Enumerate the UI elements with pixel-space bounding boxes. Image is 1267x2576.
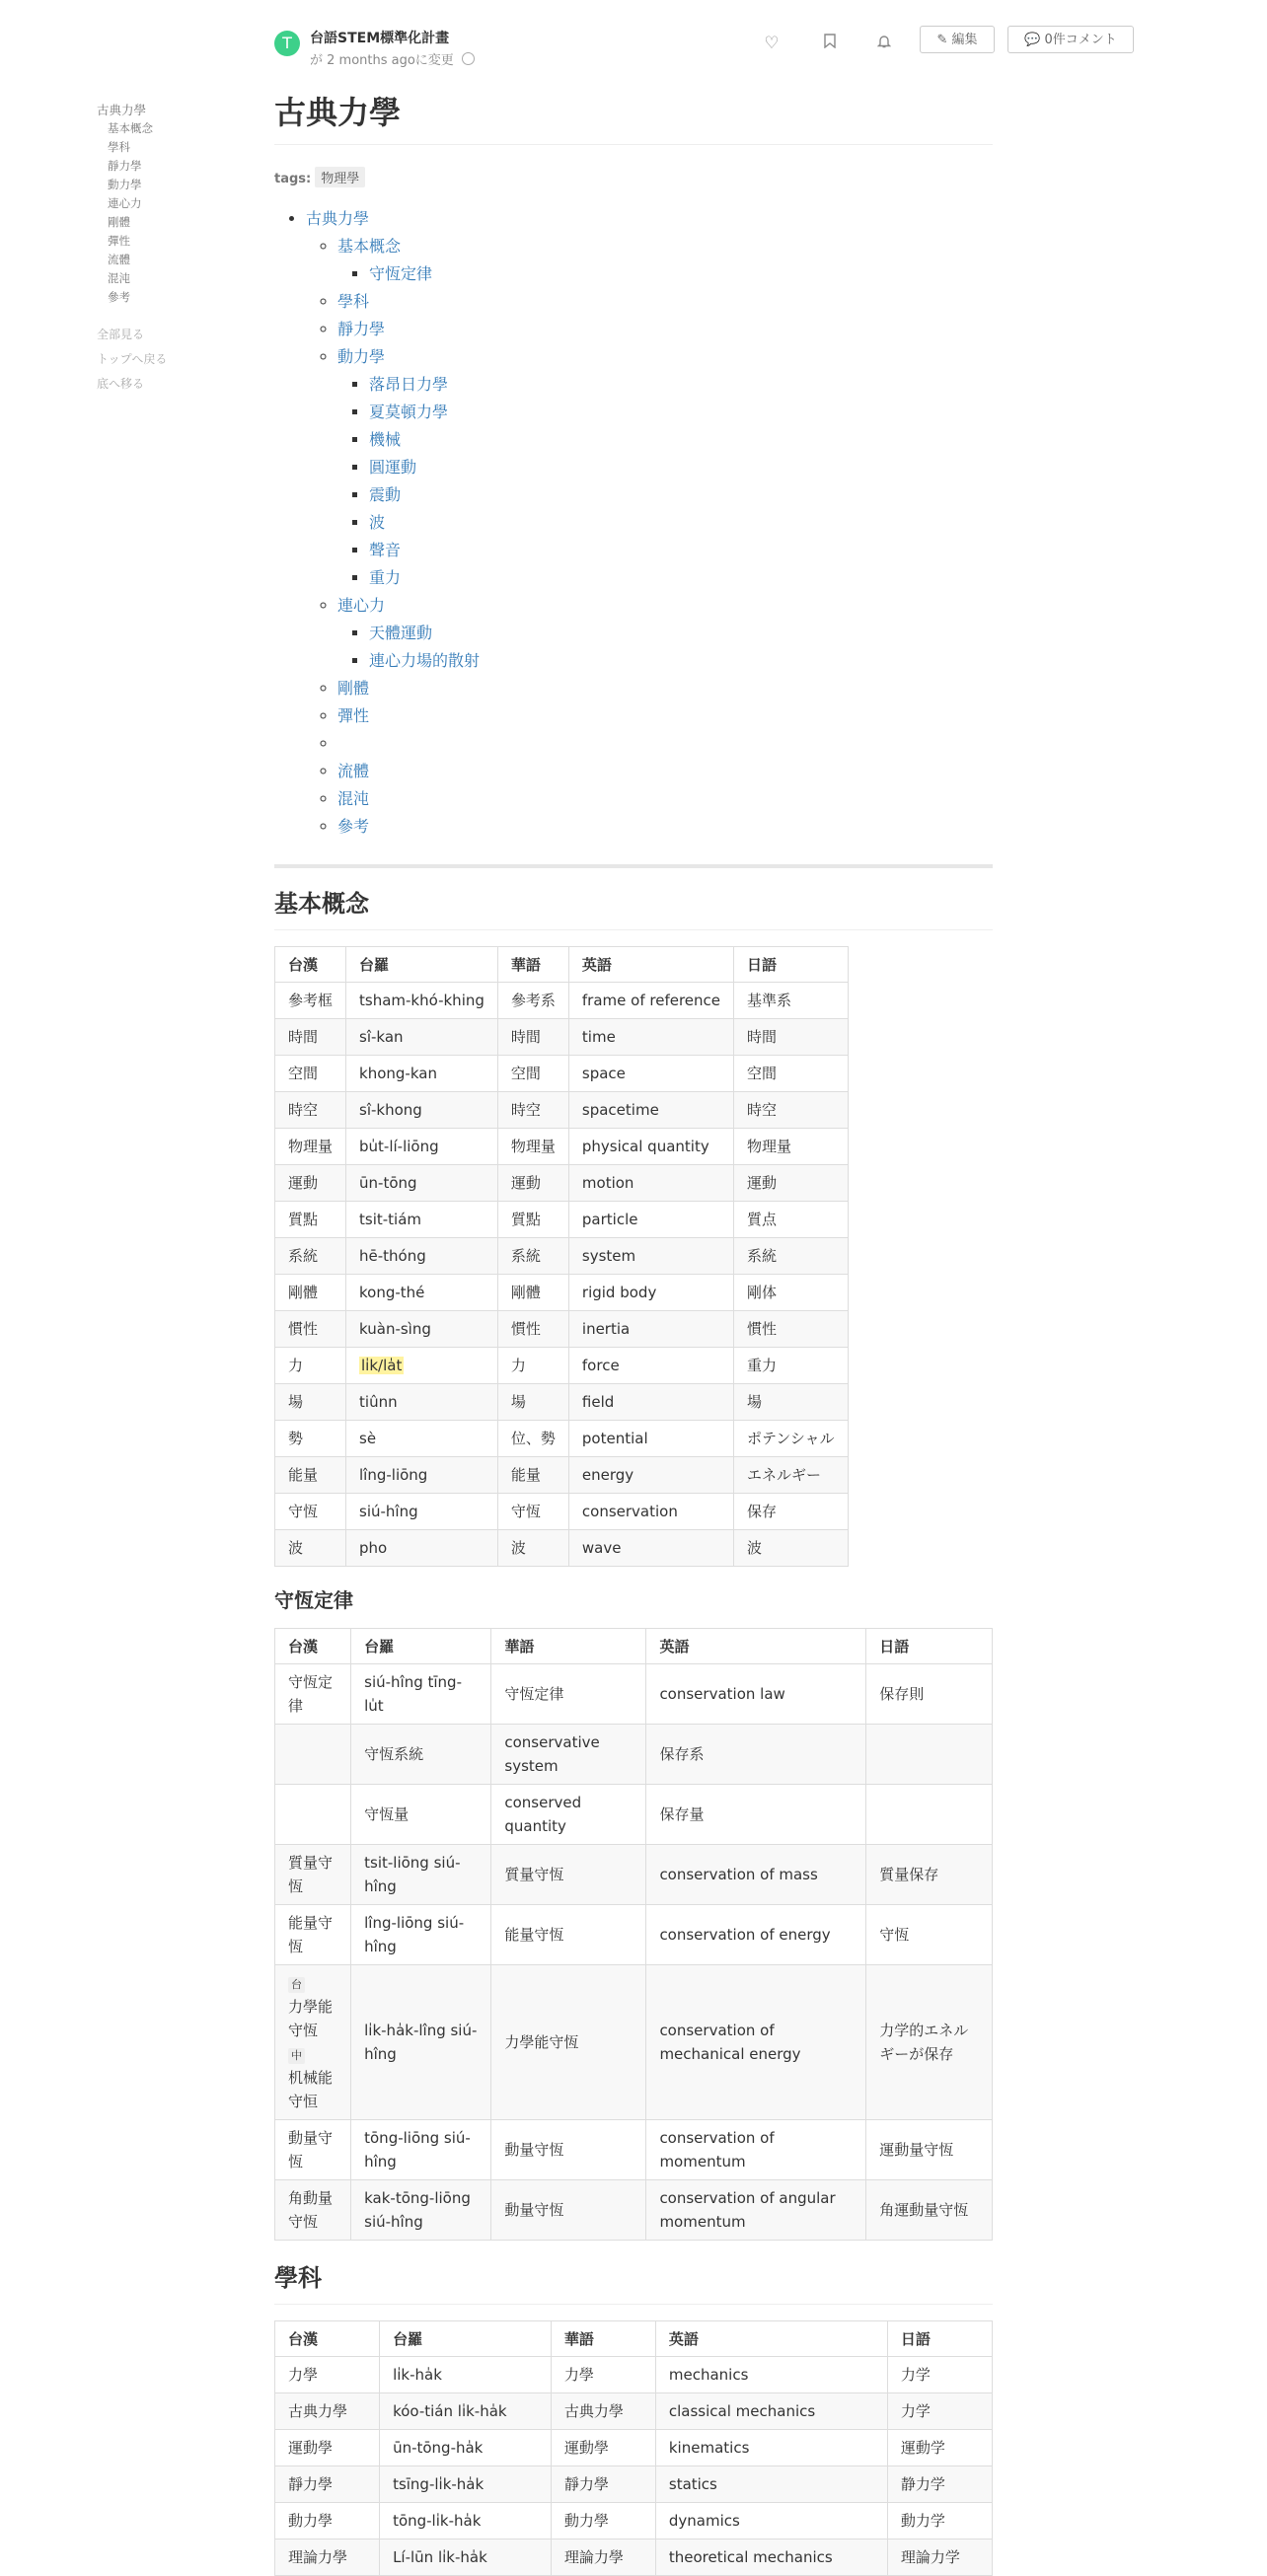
outline-link[interactable]: 參考 xyxy=(337,817,370,836)
table-cell: エネルギー xyxy=(734,1457,849,1494)
comment-icon: 💬 xyxy=(1024,33,1041,47)
table-row xyxy=(275,983,849,1019)
table-cell xyxy=(275,1725,351,1785)
table-cell: ポテンシャル xyxy=(734,1421,849,1457)
outline-item xyxy=(337,813,993,841)
outline-link[interactable]: 彈性 xyxy=(337,706,370,725)
table-cell xyxy=(275,1965,351,2120)
table-row xyxy=(275,1965,993,2120)
conservation-laws-table xyxy=(274,1628,993,2241)
table-cell: sè xyxy=(346,1421,498,1457)
table-cell: conserved quantity xyxy=(491,1785,646,1845)
table-header-row xyxy=(275,1629,993,1664)
table-cell: force xyxy=(568,1348,733,1384)
toc-item[interactable]: 學科 xyxy=(108,140,130,154)
table-cell: 静力学 xyxy=(887,2466,992,2503)
last-changed xyxy=(310,49,475,68)
table-cell: 保存則 xyxy=(866,1664,993,1725)
table-cell: conservation of energy xyxy=(646,1905,866,1965)
disciplines-table xyxy=(274,2320,993,2576)
table-row xyxy=(275,1348,849,1384)
toc-item[interactable]: 剛體 xyxy=(108,215,130,229)
outline-link[interactable]: 守恆定律 xyxy=(369,264,433,283)
table-cell: 守恆 xyxy=(497,1494,568,1530)
outline-link[interactable]: 重力 xyxy=(369,568,402,587)
table-cell: 空間 xyxy=(497,1056,568,1092)
table-cell: system xyxy=(568,1238,733,1275)
table-cell: 運動學 xyxy=(275,2430,380,2466)
table-cell: conservation xyxy=(568,1494,733,1530)
table-cell: 力学 xyxy=(887,2357,992,2393)
outline-link[interactable]: 波 xyxy=(369,513,386,532)
toc-item[interactable]: 動力學 xyxy=(108,178,142,191)
outline-item xyxy=(369,537,993,564)
table-header-row xyxy=(275,2321,993,2357)
table-cell: ūn-tōng xyxy=(346,1165,498,1202)
outline-link[interactable]: 天體運動 xyxy=(369,624,433,642)
pencil-icon: ✎ xyxy=(936,33,948,47)
table-cell: li̍k-ha̍k xyxy=(380,2357,552,2393)
table-row xyxy=(275,1905,993,1965)
table-cell: 參考框 xyxy=(275,983,346,1019)
table-cell: hē-thóng xyxy=(346,1238,498,1275)
outline-item xyxy=(369,454,993,481)
table-cell xyxy=(346,1348,498,1384)
globe-icon xyxy=(462,52,475,65)
table-cell: 力学的エネルギーが保存 xyxy=(866,1965,993,2120)
table-cell: 質點 xyxy=(497,1202,568,1238)
table-cell: 理論力學 xyxy=(551,2539,655,2576)
table-cell: 古典力學 xyxy=(551,2393,655,2430)
table-cell: conservation of mechanical energy xyxy=(646,1965,866,2120)
edit-button[interactable] xyxy=(920,26,995,53)
table-cell: 動量守恆 xyxy=(275,2120,351,2180)
comments-button[interactable] xyxy=(1007,26,1134,53)
toc-item[interactable]: 彈性 xyxy=(108,234,130,248)
table-cell: conservation of momentum xyxy=(646,2120,866,2180)
table-cell: siú-hîng tīng-lu̍t xyxy=(351,1664,491,1725)
table-cell: 運動 xyxy=(497,1165,568,1202)
table-cell: lîng-liōng siú-hîng xyxy=(351,1905,491,1965)
toc-gap xyxy=(97,307,245,323)
table-cell: kak-tōng-liōng siú-hîng xyxy=(351,2180,491,2241)
table-cell: 守恆定律 xyxy=(491,1664,646,1725)
table-cell: 力学 xyxy=(887,2393,992,2430)
table-row xyxy=(275,1275,849,1311)
bookmark-icon[interactable] xyxy=(818,32,842,55)
table-row xyxy=(275,1664,993,1725)
tags-label: tags: xyxy=(274,172,312,186)
tag-badge[interactable]: 物理學 xyxy=(315,167,365,187)
table-cell: 能量 xyxy=(275,1457,346,1494)
table-row xyxy=(275,2393,993,2430)
table-row xyxy=(275,1457,849,1494)
table-row xyxy=(275,1165,849,1202)
table-cell: frame of reference xyxy=(568,983,733,1019)
table-cell: motion xyxy=(568,1165,733,1202)
table-cell: field xyxy=(568,1384,733,1421)
outline-item xyxy=(337,343,993,592)
heart-icon[interactable]: ♡ xyxy=(764,34,780,53)
table-cell: 守恆 xyxy=(866,1905,993,1965)
table-cell: conservation law xyxy=(646,1664,866,1725)
table-cell: 力學 xyxy=(275,2357,380,2393)
outline-item xyxy=(337,702,993,730)
table-cell: 理論力学 xyxy=(887,2539,992,2576)
table-cell: 守恆定律 xyxy=(275,1664,351,1725)
table-cell: 保存 xyxy=(734,1494,849,1530)
table-cell: kóo-tián li̍k-ha̍k xyxy=(380,2393,552,2430)
table-row xyxy=(275,1019,849,1056)
table-cell: 系統 xyxy=(734,1238,849,1275)
table-row xyxy=(275,2466,993,2503)
table-cell: kuàn-sìng xyxy=(346,1311,498,1348)
table-cell: tsit-liōng siú-hîng xyxy=(351,1845,491,1905)
table-cell: 物理量 xyxy=(497,1129,568,1165)
table-cell: wave xyxy=(568,1530,733,1567)
toc-item[interactable]: 靜力學 xyxy=(108,159,142,173)
table-cell: 保存量 xyxy=(646,1785,866,1845)
table-row xyxy=(275,1725,993,1785)
column-header: 台羅 xyxy=(351,1629,491,1664)
table-cell: 時間 xyxy=(275,1019,346,1056)
table-cell: 空間 xyxy=(734,1056,849,1092)
outline-link[interactable]: 基本概念 xyxy=(337,237,402,256)
table-cell xyxy=(866,1785,993,1845)
table-cell: 守恆 xyxy=(275,1494,346,1530)
table-row xyxy=(275,1530,849,1567)
outline-link[interactable]: 落昂日力學 xyxy=(369,375,449,394)
toc-item[interactable]: 流體 xyxy=(108,253,130,266)
table-cell: kong-thé xyxy=(346,1275,498,1311)
table-cell: potential xyxy=(568,1421,733,1457)
table-cell: 能量 xyxy=(497,1457,568,1494)
table-row xyxy=(275,1202,849,1238)
table-cell: 角動量守恆 xyxy=(275,2180,351,2241)
table-cell: 慣性 xyxy=(275,1311,346,1348)
table-cell: theoretical mechanics xyxy=(655,2539,887,2576)
column-header: 日語 xyxy=(866,1629,993,1664)
outline-link[interactable]: 連心力 xyxy=(337,596,386,615)
toc-item[interactable]: 連心力 xyxy=(108,196,142,210)
toc-item[interactable]: 古典力學 xyxy=(97,103,147,117)
outline-item xyxy=(369,620,993,647)
table-header-row xyxy=(275,947,849,983)
table-cell: 位、勢 xyxy=(497,1421,568,1457)
outline-item xyxy=(369,647,993,675)
table-cell: 運動量守恆 xyxy=(866,2120,993,2180)
table-cell: sî-khong xyxy=(346,1092,498,1129)
table-row xyxy=(275,2180,993,2241)
column-header: 台羅 xyxy=(346,947,498,983)
table-cell: 慣性 xyxy=(734,1311,849,1348)
outline-item xyxy=(337,316,993,343)
table-cell: 運動学 xyxy=(887,2430,992,2466)
owner-name[interactable]: 台語STEM標準化計畫 xyxy=(310,31,450,46)
table-cell: 守恆量 xyxy=(351,1785,491,1845)
table-cell: 波 xyxy=(497,1530,568,1567)
table-row xyxy=(275,2357,993,2393)
table-cell: conservation of mass xyxy=(646,1845,866,1905)
table-row xyxy=(275,1311,849,1348)
outline-item xyxy=(337,785,993,813)
table-cell: pho xyxy=(346,1530,498,1567)
table-cell: 力 xyxy=(275,1348,346,1384)
table-cell: lîng-liōng xyxy=(346,1457,498,1494)
table-cell: 質点 xyxy=(734,1202,849,1238)
table-cell: 動力學 xyxy=(275,2503,380,2539)
table-cell: 時空 xyxy=(497,1092,568,1129)
column-header: 台漢 xyxy=(275,947,346,983)
toc-item[interactable]: 參考 xyxy=(108,290,130,304)
table-cell: 物理量 xyxy=(734,1129,849,1165)
table-row xyxy=(275,1129,849,1165)
table-cell: bu̍t-lí-liōng xyxy=(346,1129,498,1165)
table-of-contents xyxy=(97,101,245,397)
outline-link[interactable]: 剛體 xyxy=(337,679,370,698)
table-cell: 剛體 xyxy=(275,1275,346,1311)
table-cell: khong-kan xyxy=(346,1056,498,1092)
table-cell: 時間 xyxy=(497,1019,568,1056)
owner-avatar[interactable]: T xyxy=(274,31,300,56)
column-header: 英語 xyxy=(646,1629,866,1664)
tags-row xyxy=(274,167,993,187)
table-row xyxy=(275,1845,993,1905)
table-row xyxy=(275,2430,993,2466)
outline-link[interactable]: 動力學 xyxy=(337,347,386,366)
table-cell: 動量守恆 xyxy=(491,2180,646,2241)
table-row xyxy=(275,2539,993,2576)
outline-link[interactable]: 古典力學 xyxy=(306,209,370,228)
bell-icon[interactable] xyxy=(872,32,896,55)
table-cell: statics xyxy=(655,2466,887,2503)
highlighted-text: li̍k/la̍t xyxy=(361,1357,403,1374)
table-cell: tōng-liōng siú-hîng xyxy=(351,2120,491,2180)
table-cell: 質量守恆 xyxy=(491,1845,646,1905)
cell-text: 力學能守恆 xyxy=(288,1998,334,2039)
table-cell: ūn-tōng-ha̍k xyxy=(380,2430,552,2466)
last-changed-text: が 2 months agoに変更 xyxy=(310,53,454,68)
table-cell: 能量守恆 xyxy=(491,1905,646,1965)
cell-text: 机械能守恒 xyxy=(288,2069,334,2110)
outline-link[interactable]: 震動 xyxy=(369,485,402,504)
table-cell: 時間 xyxy=(734,1019,849,1056)
comments-label: 0件コメント xyxy=(1044,33,1117,47)
expand-all-link[interactable]: 全部見る xyxy=(97,328,145,341)
table-row xyxy=(275,1421,849,1457)
table-cell: Lí-lūn li̍k-ha̍k xyxy=(380,2539,552,2576)
table-cell: 重力 xyxy=(734,1348,849,1384)
column-header: 英語 xyxy=(655,2321,887,2357)
table-row xyxy=(275,1238,849,1275)
table-cell: 力 xyxy=(497,1348,568,1384)
edit-label: 編集 xyxy=(951,33,978,47)
table-cell: spacetime xyxy=(568,1092,733,1129)
table-row xyxy=(275,1056,849,1092)
table-cell: 場 xyxy=(734,1384,849,1421)
subsection-heading: 守恆定律 xyxy=(274,1588,353,1612)
table-cell: energy xyxy=(568,1457,733,1494)
table-cell: 勢 xyxy=(275,1421,346,1457)
table-cell: 動力學 xyxy=(551,2503,655,2539)
table-cell: 運動 xyxy=(734,1165,849,1202)
table-cell: 保存系 xyxy=(646,1725,866,1785)
table-cell: mechanics xyxy=(655,2357,887,2393)
table-cell: 場 xyxy=(497,1384,568,1421)
outline-link[interactable]: 夏莫頓力學 xyxy=(369,403,449,421)
table-cell: 靜力學 xyxy=(551,2466,655,2503)
table-cell: 場 xyxy=(275,1384,346,1421)
table-cell: tsīng-li̍k-ha̍k xyxy=(380,2466,552,2503)
toc-item[interactable]: 基本概念 xyxy=(108,121,153,135)
table-cell: space xyxy=(568,1056,733,1092)
outline-link[interactable]: 連心力場的散射 xyxy=(369,651,481,670)
lang-tag: 台 xyxy=(288,1977,305,1993)
table-cell: physical quantity xyxy=(568,1129,733,1165)
outline-item xyxy=(369,564,993,592)
column-header: 華語 xyxy=(491,1629,646,1664)
table-cell: 運動學 xyxy=(551,2430,655,2466)
table-cell: inertia xyxy=(568,1311,733,1348)
column-header: 日語 xyxy=(734,947,849,983)
table-cell: 能量守恆 xyxy=(275,1905,351,1965)
table-cell: 守恆系統 xyxy=(351,1725,491,1785)
table-cell: 力學能守恆 xyxy=(491,1965,646,2120)
back-to-top-link[interactable]: トップへ戻る xyxy=(97,352,168,366)
section-heading: 學科 xyxy=(274,2262,993,2305)
table-row xyxy=(275,1785,993,1845)
note-header xyxy=(274,28,1143,71)
table-cell: classical mechanics xyxy=(655,2393,887,2430)
table-row xyxy=(275,1494,849,1530)
table-cell: rigid body xyxy=(568,1275,733,1311)
column-header: 華語 xyxy=(551,2321,655,2357)
section-heading: 基本概念 xyxy=(274,888,993,930)
outline-link[interactable]: 混沌 xyxy=(337,789,370,808)
table-cell: 時空 xyxy=(275,1092,346,1129)
table-cell: siú-hîng xyxy=(346,1494,498,1530)
table-cell: 參考系 xyxy=(497,983,568,1019)
column-header: 華語 xyxy=(497,947,568,983)
outline-item-empty xyxy=(337,730,993,758)
outline-item xyxy=(369,399,993,426)
basic-concepts-table xyxy=(274,946,849,1567)
section-divider xyxy=(274,864,993,868)
outline-link[interactable]: 流體 xyxy=(337,762,370,780)
outline-item xyxy=(306,205,993,841)
column-header: 台羅 xyxy=(380,2321,552,2357)
table-cell: 動量守恆 xyxy=(491,2120,646,2180)
table-cell: 空間 xyxy=(275,1056,346,1092)
table-cell: 角運動量守恆 xyxy=(866,2180,993,2241)
table-cell: 系統 xyxy=(275,1238,346,1275)
outline-item xyxy=(337,758,993,785)
table-cell: particle xyxy=(568,1202,733,1238)
table-cell: 波 xyxy=(275,1530,346,1567)
table-cell: tsit-tiám xyxy=(346,1202,498,1238)
table-cell: conservative system xyxy=(491,1725,646,1785)
table-cell: tōng-li̍k-ha̍k xyxy=(380,2503,552,2539)
column-header: 台漢 xyxy=(275,2321,380,2357)
table-cell: 動力学 xyxy=(887,2503,992,2539)
outline-item xyxy=(337,233,993,288)
table-cell: sî-kan xyxy=(346,1019,498,1056)
table-row xyxy=(275,1384,849,1421)
outline-list xyxy=(274,205,993,841)
go-to-bottom-link[interactable]: 底へ移る xyxy=(97,377,145,391)
table-cell: kinematics xyxy=(655,2430,887,2466)
table-cell xyxy=(866,1725,993,1785)
table-cell: 慣性 xyxy=(497,1311,568,1348)
lang-tag: 中 xyxy=(288,2048,305,2064)
table-cell: time xyxy=(568,1019,733,1056)
table-row xyxy=(275,1092,849,1129)
page-title: 古典力學 xyxy=(274,91,993,145)
outline-item xyxy=(337,592,993,675)
table-cell: li̍k-ha̍k-lîng siú-hîng xyxy=(351,1965,491,2120)
table-cell: 理論力學 xyxy=(275,2539,380,2576)
outline-item xyxy=(369,371,993,399)
outline-item xyxy=(369,509,993,537)
table-cell: 質點 xyxy=(275,1202,346,1238)
outline-item xyxy=(369,260,993,288)
table-cell: tiûnn xyxy=(346,1384,498,1421)
table-cell: 基準系 xyxy=(734,983,849,1019)
table-cell: dynamics xyxy=(655,2503,887,2539)
table-cell: 系統 xyxy=(497,1238,568,1275)
table-cell: tsham-khó-khing xyxy=(346,983,498,1019)
table-cell: 質量保存 xyxy=(866,1845,993,1905)
outline-item xyxy=(369,481,993,509)
table-cell: 質量守恆 xyxy=(275,1845,351,1905)
outline-link[interactable]: 圓運動 xyxy=(369,458,417,477)
table-cell: 力學 xyxy=(551,2357,655,2393)
toc-item[interactable]: 混沌 xyxy=(108,271,130,285)
table-row xyxy=(275,2120,993,2180)
outline-link[interactable]: 聲音 xyxy=(369,541,402,559)
outline-link[interactable]: 靜力學 xyxy=(337,320,386,338)
outline-link[interactable]: 學科 xyxy=(337,292,370,311)
table-cell: 靜力學 xyxy=(275,2466,380,2503)
table-cell: 剛體 xyxy=(497,1275,568,1311)
table-cell: 剛体 xyxy=(734,1275,849,1311)
column-header: 英語 xyxy=(568,947,733,983)
table-cell: conservation of angular momentum xyxy=(646,2180,866,2241)
table-cell: 古典力學 xyxy=(275,2393,380,2430)
table-cell: 物理量 xyxy=(275,1129,346,1165)
table-cell: 時空 xyxy=(734,1092,849,1129)
document-body xyxy=(274,91,993,2576)
outline-item xyxy=(337,675,993,702)
table-cell: 波 xyxy=(734,1530,849,1567)
table-cell: 運動 xyxy=(275,1165,346,1202)
column-header: 日語 xyxy=(887,2321,992,2357)
outline-item xyxy=(337,288,993,316)
outline-item xyxy=(369,426,993,454)
column-header: 台漢 xyxy=(275,1629,351,1664)
outline-link[interactable]: 機械 xyxy=(369,430,402,449)
table-cell xyxy=(275,1785,351,1845)
